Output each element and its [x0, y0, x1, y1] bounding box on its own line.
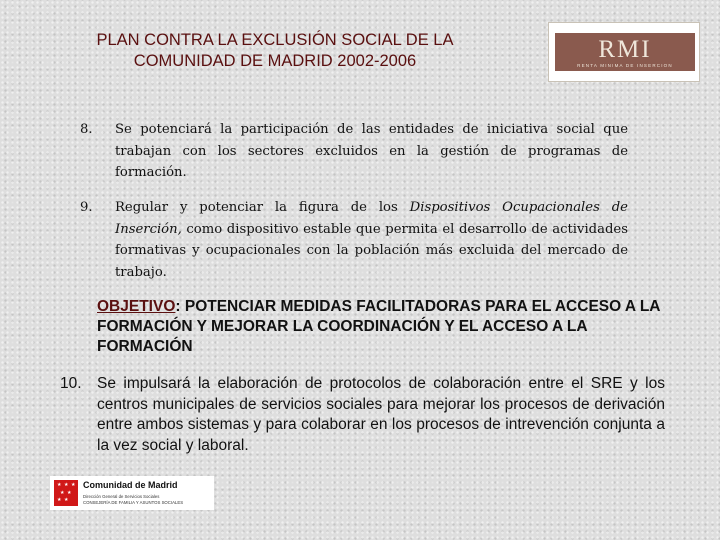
objective-separator: :	[175, 298, 185, 315]
list-item-8	[80, 119, 628, 184]
list-item-text	[115, 197, 628, 283]
list-item-number: 8.	[80, 122, 93, 137]
rmi-logo-subtitle: RENTA MINIMA DE INSERCION	[577, 63, 673, 68]
list-item-text: Se potenciará la participación de las entidades de iniciativa social que trabajan con los sectores excluidos en la gestión de programas de formación.	[115, 122, 628, 180]
list-item-number: 10.	[60, 375, 82, 392]
list-item-text-end: como dispositivo estable que permita el desarrollo de actividades formativas y ocupacionales con la población más excluida del mercado de trabajo.	[115, 221, 628, 280]
list-item-text-italic: Dispositivos Ocupacionales de Inserción,	[115, 200, 628, 237]
comunidad-madrid-logo	[50, 476, 214, 510]
list-item-number: 9.	[80, 200, 93, 215]
title-line-1: PLAN CONTRA LA EXCLUSIÓN SOCIAL DE LA	[96, 31, 454, 49]
comunidad-madrid-name: Comunidad de Madrid	[83, 480, 178, 490]
comunidad-madrid-ministry: CONSEJERÍA DE FAMILIA Y ASUNTOS SOCIALES	[83, 500, 184, 505]
objective-heading	[97, 297, 677, 357]
rmi-logo-plate	[555, 33, 695, 71]
list-item-text-start: Regular y potenciar la figura de los	[115, 200, 410, 215]
list-item-10	[60, 374, 665, 456]
objective-label: OBJETIVO	[97, 298, 176, 315]
objective-text: POTENCIAR MEDIDAS FACILITADORAS PARA EL ACCESO A LA FORMACIÓN Y MEJORAR LA COORDINACIÓN Y EL ACCESO A LA FORMACIÓN	[97, 298, 660, 355]
madrid-flag-icon: ★ ★ ★ ★ ★ ★ ★	[54, 480, 78, 506]
title-line-2: COMUNIDAD DE MADRID 2002-2006	[133, 52, 417, 70]
rmi-logo	[548, 22, 700, 82]
comunidad-madrid-department: Dirección General de Servicios Sociales	[83, 494, 160, 499]
page-title	[60, 30, 490, 72]
list-item-9	[80, 197, 628, 283]
rmi-logo-mark: RMI	[598, 36, 652, 63]
list-item-text: Se impulsará la elaboración de protocolos de colaboración entre el SRE y los centros municipales de servicios sociales para mejorar los procesos de derivación entre ambos sistemas y para colaborar en los procesos de intrevención conjunta a la vez social y laboral.	[97, 375, 665, 454]
